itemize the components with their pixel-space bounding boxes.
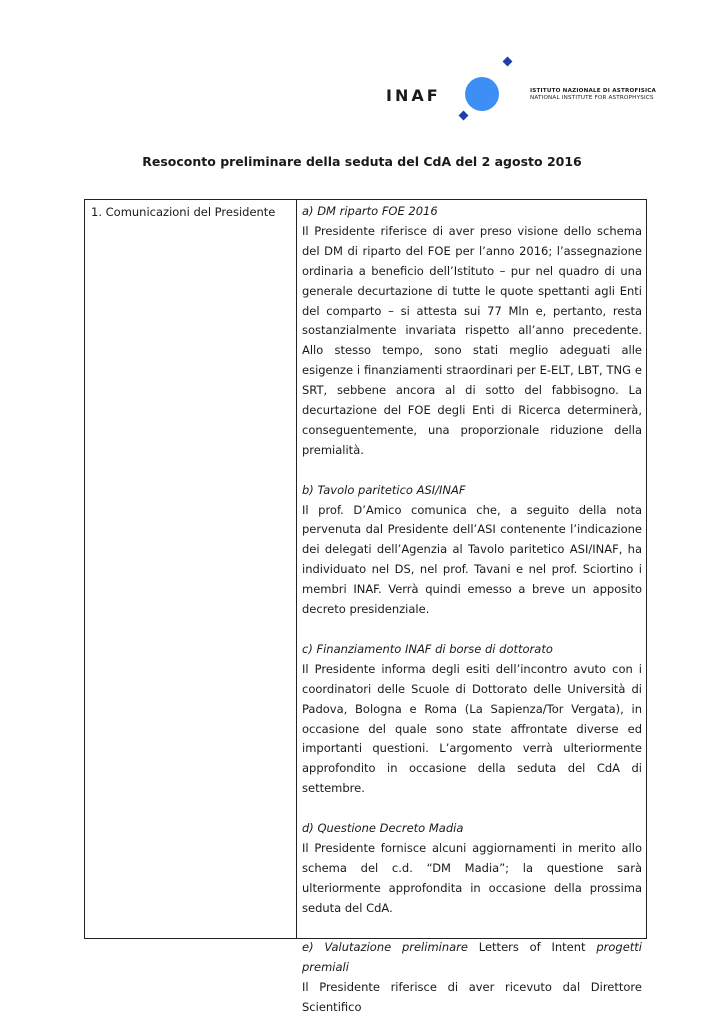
- institute-name-en: NATIONAL INSTITUTE FOR ASTROPHYSICS: [530, 95, 654, 101]
- logo-diamond-bottom: [459, 111, 469, 121]
- section-e-body: Il Presidente riferisce di aver ricevuto dal Direttore Scientifico: [302, 980, 642, 1015]
- section-e-heading-part2: Letters of Intent: [468, 940, 597, 955]
- section-b-body: Il prof. D’Amico comunica che, a seguito della nota pervenuta dal Presidente dell’ASI contenente l’indicazione dei delegati dell’Agenzia al Tavolo paritetico ASI/INAF, ha individuato nel DS, nel prof. Tavani e nel prof. Sciortino i membri INAF. Verrà quindi emesso a breve un apposito decreto presidenziale.: [302, 502, 642, 617]
- section-d-body: Il Presidente fornisce alcuni aggiornamenti in merito allo schema del c.d. “DM Madia”; la questione sarà ulteriormente approfondita in occasione della prossima seduta del CdA.: [302, 840, 642, 915]
- section-a-body: Il Presidente riferisce di aver preso visione dello schema del DM di riparto del FOE per l’anno 2016; l’assegnazione ordinaria a beneficio dell’Istituto – pur nel quadro di una generale decurtazione di tutte le quote spettanti agli Enti del comparto – si attesta sui 77 Mln e, pertanto, resta sostanzialmente invariata rispetto all’anno precedente. Allo stesso tempo, sono stati meglio adeguati alle esigenze i finanziamenti straordinari per E-ELT, LBT, TNG e SRT, sebbene ancora al di sotto del fabbisogno. La decurtazione del FOE degli Enti di Ricerca determinerà, conseguentemente, una proporzionale riduzione della premialità.: [302, 223, 642, 457]
- institute-name: [530, 88, 656, 102]
- letterhead: [0, 0, 724, 140]
- brand-name: INAF: [386, 86, 441, 105]
- section-d-heading: d) Questione Decreto Madia: [302, 821, 464, 836]
- column-divider: [296, 200, 297, 938]
- section-e-heading-part1: e) Valutazione preliminare: [302, 940, 468, 955]
- section-e-heading: [302, 938, 642, 978]
- section-b-heading: b) Tavolo paritetico ASI/INAF: [302, 482, 466, 497]
- section-a-heading: a) DM riparto FOE 2016: [302, 204, 438, 218]
- section-c-body: Il Presidente informa degli esiti dell’incontro avuto con i coordinatori delle Scuole di Dottorato delle Università di Padova, Bologna e Roma (La Sapienza/Tor Vergata), in occasione del quale sono state affrontate diverse ed importanti questioni. L’argomento verrà ulteriormente approfondito in occasione della seduta del CdA di settembre.: [302, 661, 642, 796]
- agenda-content: [302, 202, 642, 1018]
- document-title: Resoconto preliminare della seduta del CdA del 2 agosto 2016: [142, 154, 582, 169]
- section-c-heading: c) Finanziamento INAF di borse di dottorato: [302, 641, 553, 656]
- section-e-heading-part3: progetti premiali: [302, 940, 642, 975]
- agenda-item: 1. Comunicazioni del Presidente: [91, 205, 276, 219]
- minutes-table: [84, 199, 647, 1015]
- institute-name-it: ISTITUTO NAZIONALE DI ASTROFISICA: [530, 88, 657, 94]
- logo-circle: [465, 77, 499, 111]
- inaf-logo-icon: [440, 52, 520, 124]
- logo-diamond-top: [503, 57, 513, 67]
